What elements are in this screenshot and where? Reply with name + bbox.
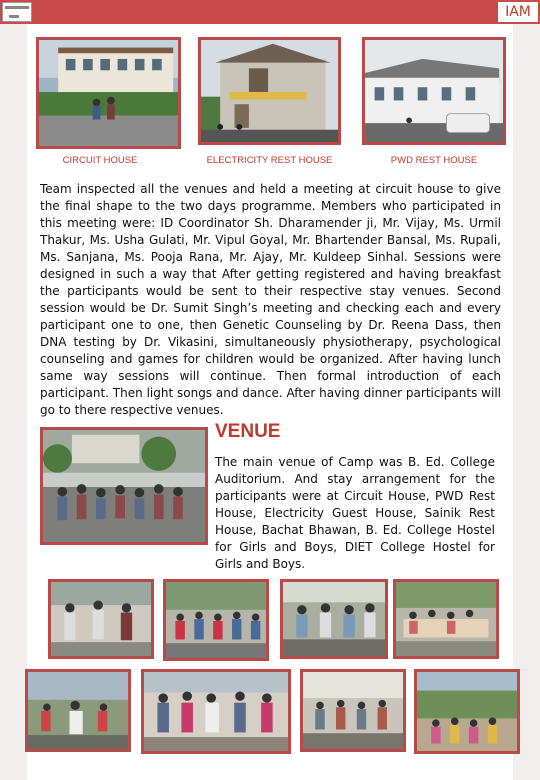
venue-auditorium-photo	[40, 427, 208, 545]
emblem-logo	[2, 2, 32, 22]
camp-photo-5	[25, 669, 131, 752]
top-bar	[0, 0, 540, 24]
camp-photo-1	[48, 579, 154, 659]
iam-logo: IAM	[498, 2, 538, 22]
caption-circuit-house: CIRCUIT HOUSE	[62, 155, 138, 166]
camp-photo-3	[280, 579, 388, 659]
circuit-house-photo	[36, 37, 181, 149]
caption-electricity-rest-house: ELECTRICITY REST HOUSE	[206, 155, 333, 166]
venue-heading: VENUE	[215, 421, 281, 442]
electricity-rest-house-photo	[198, 37, 341, 145]
camp-photo-2	[163, 579, 269, 661]
camp-photo-4	[393, 579, 499, 659]
venue-paragraph: The main venue of Camp was B. Ed. College Auditorium. And stay arrangement for the participants were at Circuit House, PWD Rest House, Electricity Guest House, Sainik Rest House, Bachat Bhawan, B. Ed. College Hostel for Girls and Boys, DIET College Hostel for Girls and Boys.	[215, 455, 495, 571]
camp-photo-7	[300, 669, 406, 752]
pwd-rest-house-photo	[362, 37, 506, 145]
camp-photo-6	[141, 669, 291, 754]
caption-pwd-rest-house: PWD REST HOUSE	[390, 155, 478, 166]
camp-photo-8	[414, 669, 520, 754]
body-paragraph: Team inspected all the venues and held a meeting at circuit house to give the final shape to the two days programme. Members who participated in this meeting were: ID Coordinator Sh. Dharamender ji, Mr. Vijay, Ms. Urmil Thakur, Ms. Usha Gulati, Mr. Vipul Goyal, Mr. Bhartender Bansal, Ms. Rupali, Ms. Sanjana, Ms. Pooja Rana, Mr. Ajay, Mr. Kuldeep Sinhal. Sessions were designed in such a way that After getting registered and having breakfast the participants would be sent to their respective stay venues. Second session would be Dr. Sumit Singh’s meeting and checking each and every participant one to one, then Genetic Counseling by Dr. Reena Dass, then DNA testing by Dr. Vikasini, simultaneously physiotherapy, psychological counseling and games for children would be organized. After having lunch same way sessions will continue. Then formal introduction of each participant. Then light songs and dance. After having dinner participants will go to there respective venues.	[40, 182, 501, 417]
